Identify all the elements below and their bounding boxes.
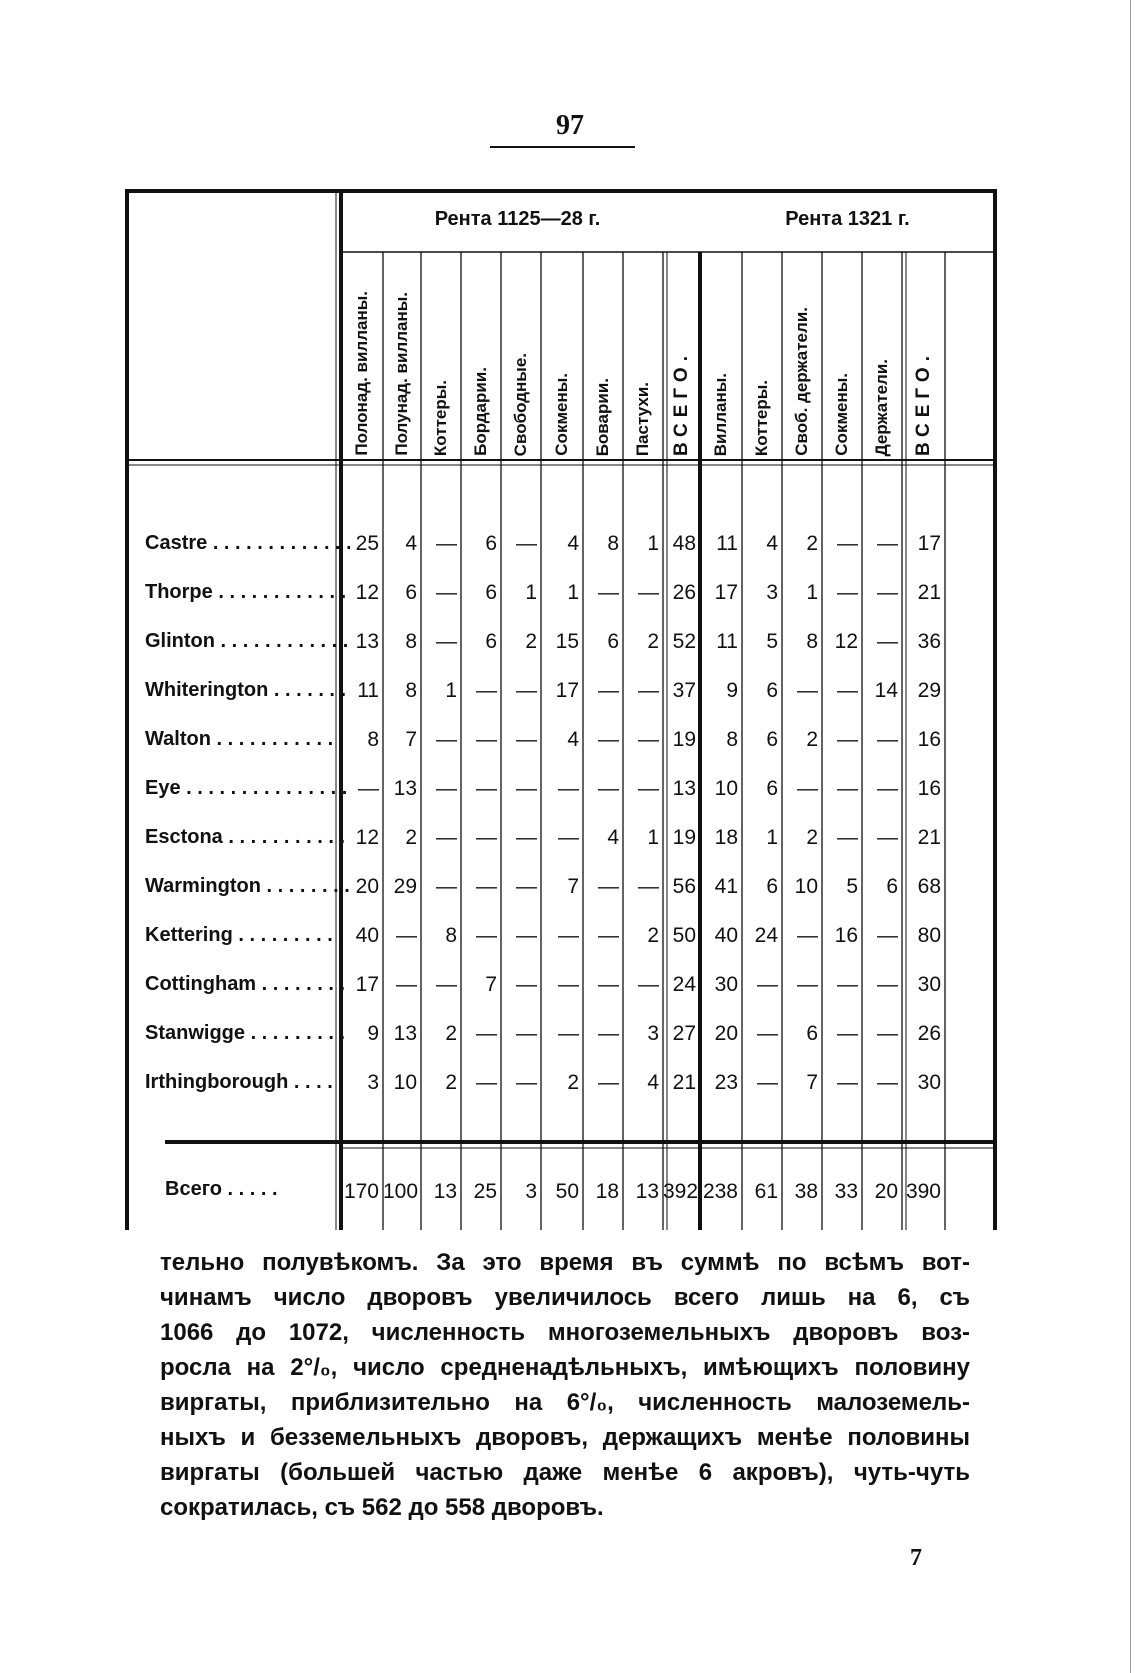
table-row [125,669,997,718]
table-cell: — [358,777,379,800]
table-cell: 6 [485,581,497,604]
table-cell: — [516,679,537,702]
table-cell: — [516,777,537,800]
table-cell: — [877,581,898,604]
table-cell: 6 [766,679,778,702]
column-header [501,256,541,456]
table-row [125,718,997,767]
scan-edge-line [1130,0,1131,1673]
table-cell: 41 [714,875,738,898]
column-header-label: ВСЕГО. [912,350,934,456]
table-cell: 48 [672,532,696,555]
table-cell: 6 [485,630,497,653]
table-cell: — [436,875,457,898]
table-cell: 16 [834,924,858,947]
table-cell: 6 [766,875,778,898]
table-cell: 1 [567,581,579,604]
table-cell: 17 [555,679,579,702]
table-cell: — [396,973,417,996]
paragraph-line: чинамъ число дворовъ увеличилось всего лишь на 6, съ [160,1284,970,1311]
total-cell: 61 [754,1180,778,1203]
table-cell: — [516,875,537,898]
table-cell: — [797,973,818,996]
row-name: Irthingborough . . . [145,1071,350,1094]
column-header-label: Бордарии. [471,367,490,456]
column-header [782,256,822,456]
table-cell: 1 [525,581,537,604]
table-cell: — [837,581,858,604]
table-cell: 16 [917,777,941,800]
table-cell: — [476,826,497,849]
table-cell: — [638,728,659,751]
table-cell: 8 [726,728,738,751]
total-cell: 25 [473,1180,497,1203]
column-header-label: Пастухи. [633,381,652,456]
total-cell: 13 [433,1180,457,1203]
table-cell: — [436,728,457,751]
table-cell: — [837,777,858,800]
table-cell: 68 [917,875,941,898]
table-cell: 30 [917,1071,941,1094]
table-cell: 2 [525,630,537,653]
row-name: Warmington . . . [145,875,350,898]
row-name: Whiterington . . . [145,679,350,702]
table-cell: 4 [567,532,579,555]
column-header [902,256,945,456]
table-cell: 11 [716,630,738,653]
table-cell: 21 [672,1071,696,1094]
row-name: Thorpe . . . [145,581,350,604]
column-header [742,256,782,456]
table-cell: 2 [445,1022,457,1045]
table-cell: 13 [393,1022,417,1045]
table-cell: — [638,777,659,800]
table-cell: 25 [355,532,379,555]
table-row [125,1061,997,1110]
column-header-label: ВСЕГО. [670,350,692,456]
table-cell: 2 [405,826,417,849]
table-cell: 15 [555,630,579,653]
column-header-label: Вилланы. [711,372,730,456]
table-cell: 6 [405,581,417,604]
table-cell: 37 [672,679,696,702]
table-cell: 8 [445,924,457,947]
table-cell: 7 [485,973,497,996]
table-row [125,865,997,914]
table-cell: 6 [886,875,898,898]
signature-mark: 7 [910,1545,922,1571]
table-row [125,816,997,865]
table-cell: — [558,924,579,947]
table-cell: 6 [766,777,778,800]
column-header [383,256,421,456]
table-cell: 36 [917,630,941,653]
paragraph-line: 1066 до 1072, численность многоземельныхъ дворовъ воз- [160,1319,970,1346]
table-cell: — [638,581,659,604]
table-cell: 4 [567,728,579,751]
table-cell: — [558,826,579,849]
table-cell: 17 [714,581,738,604]
table-cell: — [516,973,537,996]
table-cell: — [837,1022,858,1045]
table-cell: 26 [672,581,696,604]
table-cell: 6 [485,532,497,555]
table-cell: — [436,532,457,555]
table-cell: 21 [917,581,941,604]
table-cell: — [877,826,898,849]
page-number: 97 [556,110,584,141]
total-cell: 38 [794,1180,818,1203]
table-cell: 13 [393,777,417,800]
table-cell: 27 [672,1022,696,1045]
table-cell: — [837,973,858,996]
table-cell: — [436,630,457,653]
table-cell: — [837,826,858,849]
table-cell: 1 [647,532,659,555]
column-header [700,256,742,456]
table-cell: 80 [917,924,941,947]
paragraph-line: виргаты (большей частью даже менѣе 6 акровъ), чуть-чуть [160,1459,970,1486]
total-cell: 13 [635,1180,659,1203]
table-cell: — [516,826,537,849]
table-cell: 3 [367,1071,379,1094]
table-cell: — [476,728,497,751]
total-cell: 100 [383,1180,419,1203]
table-cell: 10 [794,875,818,898]
table-cell: — [797,679,818,702]
table-cell: 2 [647,630,659,653]
column-header-label: Сокмены. [832,373,851,456]
table-cell: — [877,973,898,996]
table-cell: 16 [917,728,941,751]
table-cell: 29 [917,679,941,702]
column-header [822,256,862,456]
table-cell: 6 [806,1022,818,1045]
table-cell: — [516,532,537,555]
table-cell: 40 [355,924,379,947]
column-header-label: Полунад. вилланы. [392,292,411,456]
table-cell: 8 [607,532,619,555]
table-cell: 50 [672,924,696,947]
table-cell: 6 [766,728,778,751]
row-name: Walton . . . [145,728,350,751]
table-cell: 19 [672,826,696,849]
table-cell: 8 [405,630,417,653]
table-cell: — [558,973,579,996]
table-cell: — [837,679,858,702]
table-row [125,522,997,571]
table-cell: — [476,1071,497,1094]
table-cell: — [598,924,619,947]
table-cell: — [476,875,497,898]
table-cell: — [757,1071,778,1094]
column-header [461,256,501,456]
row-name: Kettering . . . [145,924,350,947]
total-cell: 238 [702,1180,738,1203]
table-cell: 3 [647,1022,659,1045]
table-cell: 7 [405,728,417,751]
table-cell: 10 [393,1071,417,1094]
table-cell: 10 [714,777,738,800]
table-cell: — [877,630,898,653]
table-cell: — [598,1022,619,1045]
table-cell: — [598,728,619,751]
table-cell: 7 [567,875,579,898]
table-row [125,620,997,669]
table-cell: 13 [672,777,696,800]
table-cell: 1 [806,581,818,604]
column-header [862,256,902,456]
table-cell: 17 [355,973,379,996]
table-cell: 23 [714,1071,738,1094]
table-cell: 1 [445,679,457,702]
table-cell: 56 [672,875,696,898]
table-cell: 52 [672,630,696,653]
data-table [125,190,997,1230]
table-cell: 8 [367,728,379,751]
table-cell: 21 [917,826,941,849]
table-cell: — [877,924,898,947]
table-cell: 5 [766,630,778,653]
totals-label: Всего . . . [165,1178,278,1201]
table-cell: 14 [874,679,898,702]
table-cell: 6 [607,630,619,653]
table-cell: — [598,581,619,604]
row-name: Glinton . . . [145,630,350,653]
table-row [125,1012,997,1061]
table-cell: 30 [714,973,738,996]
table-cell: — [516,1071,537,1094]
column-header-label: Свободные. [511,352,530,456]
paragraph-line: росла на 2°/₀, число средненадѣльныхъ, имѣющихъ половину [160,1354,970,1381]
table-cell: 4 [405,532,417,555]
column-header [541,256,583,456]
column-header-label: Коттеры. [431,379,450,456]
table-cell: 2 [806,532,818,555]
page-number-rule [490,146,635,148]
table-cell: 20 [355,875,379,898]
totals-row [125,1170,997,1210]
column-header [421,256,461,456]
column-header-label: Держатели. [872,358,891,456]
table-cell: 24 [754,924,778,947]
total-cell: 3 [525,1180,537,1203]
table-cell: 9 [367,1022,379,1045]
column-header-label: Полонад. вилланы. [352,291,371,456]
table-cell: — [476,924,497,947]
paragraph-line: тельно полувѣкомъ. За это время въ суммѣ по всѣмъ вот- [160,1249,970,1276]
body-paragraph [160,1245,970,1525]
total-cell: 50 [555,1180,579,1203]
table-cell: 30 [917,973,941,996]
table-cell: 4 [647,1071,659,1094]
table-cell: — [638,875,659,898]
table-cell: — [877,728,898,751]
table-cell: 1 [647,826,659,849]
table-cell: — [598,679,619,702]
column-header-label: Своб. держатели. [792,307,811,456]
table-cell: 11 [357,679,379,702]
table-cell: 20 [714,1022,738,1045]
table-body [125,522,997,1110]
table-cell: — [436,581,457,604]
table-cell: — [476,679,497,702]
column-header [583,256,623,456]
row-name: Castre . . . [145,532,350,555]
table-cell: — [877,1071,898,1094]
total-cell: 390 [905,1180,941,1203]
column-header-label: Коттеры. [752,379,771,456]
table-cell: — [877,777,898,800]
table-cell: — [797,777,818,800]
table-cell: — [638,679,659,702]
table-cell: — [598,1071,619,1094]
column-header [341,256,383,456]
total-cell: 18 [595,1180,619,1203]
table-cell: 17 [917,532,941,555]
table-cell: 2 [806,826,818,849]
table-cell: 7 [806,1071,818,1094]
table-cell: 8 [806,630,818,653]
table-cell: 11 [716,532,738,555]
paragraph-line: виргаты, приблизительно на 6°/₀, численность малоземель- [160,1389,970,1416]
table-cell: — [476,777,497,800]
table-row [125,914,997,963]
table-cell: — [476,1022,497,1045]
table-cell: 1 [766,826,778,849]
table-cell: — [436,973,457,996]
table-cell: 12 [355,581,379,604]
table-cell: 9 [726,679,738,702]
table-cell: 5 [846,875,858,898]
table-cell: 12 [355,826,379,849]
table-cell: — [558,1022,579,1045]
row-name: Stanwigge . . . [145,1022,350,1045]
table-cell: — [598,875,619,898]
table-cell: 3 [766,581,778,604]
table-cell: — [436,777,457,800]
column-header [623,256,663,456]
table-row [125,767,997,816]
paragraph-line: сократилась, съ 562 до 558 дворовъ. [160,1494,604,1521]
table-row [125,963,997,1012]
table-cell: — [516,924,537,947]
table-cell: — [638,973,659,996]
table-cell: 40 [714,924,738,947]
table-cell: — [877,1022,898,1045]
table-row [125,571,997,620]
table-cell: 8 [405,679,417,702]
table-cell: 2 [445,1071,457,1094]
table-cell: 19 [672,728,696,751]
table-cell: — [837,728,858,751]
table-cell: — [598,777,619,800]
table-cell: 29 [393,875,417,898]
table-cell: — [516,728,537,751]
column-header [663,256,700,456]
table-cell: 24 [672,973,696,996]
table-cell: 26 [917,1022,941,1045]
table-cell: — [516,1022,537,1045]
table-cell: — [558,777,579,800]
table-cell: 2 [647,924,659,947]
group1-title: Рента 1125—28 г. [434,208,601,230]
table-cell: 4 [607,826,619,849]
row-name: Cottingham . . . [145,973,350,996]
total-cell: 33 [834,1180,858,1203]
row-name: Eye . . . [145,777,350,800]
row-name: Esctona . . . [145,826,350,849]
table-cell: 12 [834,630,858,653]
table-cell: 13 [355,630,379,653]
paragraph-line: ныхъ и безземельныхъ дворовъ, держащихъ менѣе половины [160,1424,970,1451]
column-header-label: Боварии. [593,377,612,456]
table-cell: — [757,1022,778,1045]
total-cell: 392 [663,1180,699,1203]
table-cell: — [396,924,417,947]
table-cell: 2 [806,728,818,751]
table-cell: — [837,1071,858,1094]
table-cell: 2 [567,1071,579,1094]
table-cell: — [757,973,778,996]
table-cell: — [877,532,898,555]
table-cell: 4 [766,532,778,555]
table-cell: — [837,532,858,555]
table-cell: — [797,924,818,947]
total-cell: 170 [343,1180,379,1203]
table-cell: 18 [714,826,738,849]
column-header-label: Сокмены. [552,373,571,456]
table-cell: — [436,826,457,849]
group2-title: Рента 1321 г. [785,208,910,230]
total-cell: 20 [874,1180,898,1203]
table-cell: — [598,973,619,996]
